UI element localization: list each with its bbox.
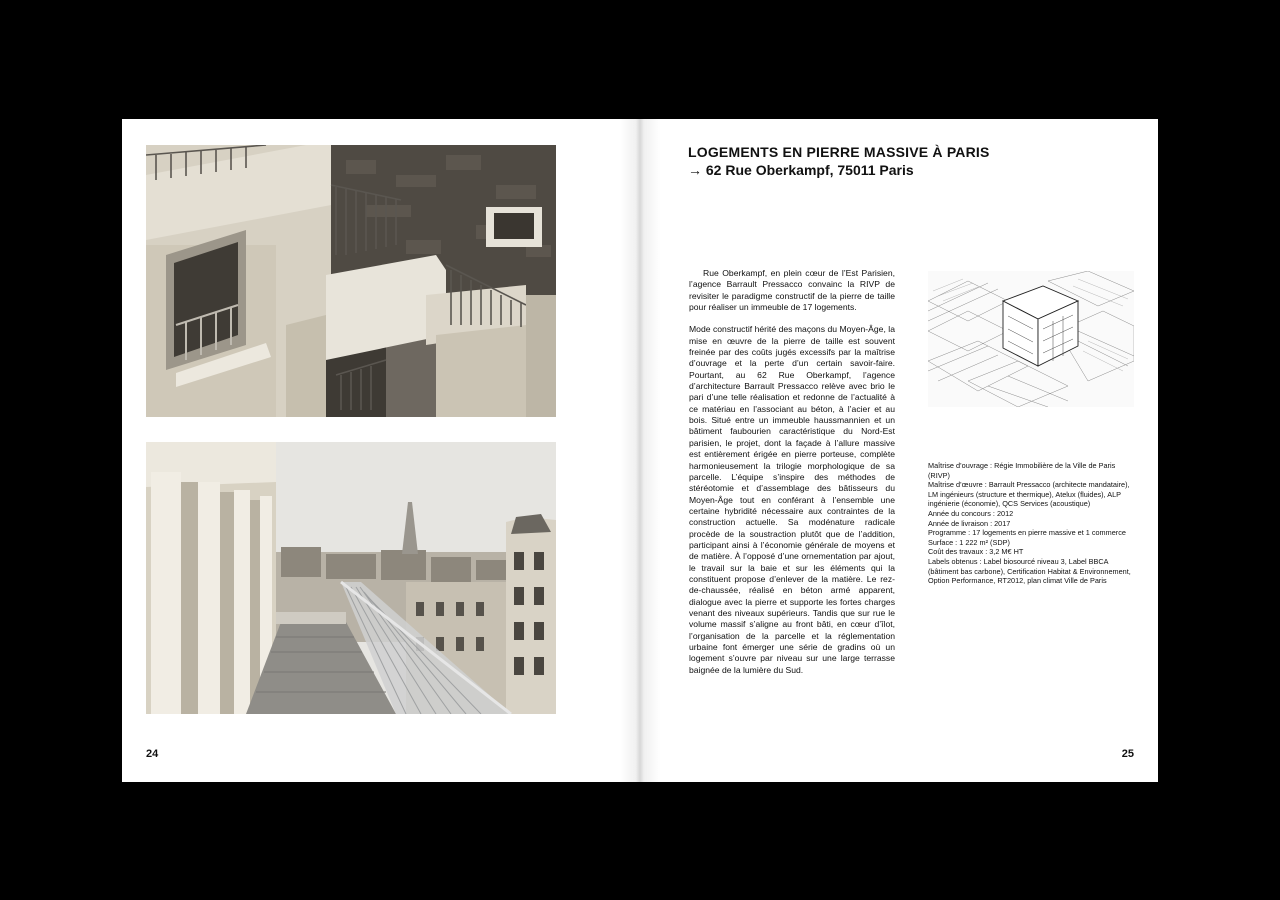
credit-line: Coût des travaux : 3,2 M€ HT [928, 547, 1024, 557]
project-credits [928, 461, 1133, 586]
credit-line: Maîtrise d’ouvrage : Régie Immobilière de la Ville de Paris (RIVP) [928, 461, 1116, 480]
credit-line: Programme : 17 logements en pierre massive et 1 commerce [928, 528, 1126, 538]
page-number-right: 25 [1121, 748, 1134, 760]
credit-line: Année du concours : 2012 [928, 508, 1014, 518]
body-paragraph: Mode constructif hérité des maçons du Moyen-Âge, la mise en œuvre de la pierre de taille est souvent freinée par des coûts jugés excessifs par la maîtrise d’ouvrage et la perte d’un certain savoir-faire. Pourtant, au 62 Rue Oberkampf, l’agence d’architecture Barrault Pressacco relève avec brio le pari d’une telle réalisation et redonne de l’actualité à ce matériau en l’associant au béton, à l’acier et au bois. Situé entre un immeuble haussmannien et un bâtiment faubourien caractéristique du Nord-Est parisien, le projet, dont la façade à l’allure massive est entièrement érigée en pierre porteuse, complète harmonieusement la trilogie morphologique de sa parcelle. L’équipe s’inspire des méthodes de stéréotomie et d’assemblage des bâtisseurs du Moyen-Âge tout en conférant à l’ensemble une certaine hybridité nécessaire aux contraintes de la construction actuelle. Sa modénature radicale procède de la soustraction plutôt que de l’addition, participant ainsi à l’économie générale de moyens et de matière. À l’opposé d’une ornementation par ajout, le travail sur la baie et sur les éléments qui la constituent propose d’enlever de la matière. Le rez-de-chaussée, réalisé en béton armé apparent, dialogue avec la pierre et supporte les fortes charges venant des niveaux supérieurs. Tandis que sur rue le volume massif s’aligne au front bâti, en cœur d’îlot, l’organisation de la parcelle et la réglementation urbaine font émerger une série de gradins où un logement s’ouvre par niveau sur une large terrasse baignée de la lumière du Sud. [689, 324, 895, 675]
credit-line: Labels obtenus : Label biosourcé niveau 3, Label BBCA (bâtiment bas carbone), Certification Habitat & Environnement, Option Performance, RT2012, plan climat Ville de Paris [928, 556, 1131, 586]
body-paragraph: Rue Oberkampf, en plein cœur de l’Est Parisien, l’agence Barrault Pressacco convainc la RIVP de revisiter le paradigme constructif de la pierre de taille pour réaliser un immeuble de 17 logements. [689, 268, 895, 313]
terrace-photo-bottom [146, 442, 556, 714]
credit-line: Maîtrise d’œuvre : Barrault Pressacco (architecte mandataire), LM ingénieurs (structure et thermique), Atelux (fluides), ALP ingénierie (économie), QCS Services (acoustique) [928, 480, 1130, 509]
right-page [640, 119, 1158, 782]
article-body [689, 268, 895, 687]
left-page [122, 119, 640, 782]
axonometric-drawing [928, 271, 1134, 407]
page-number-left: 24 [146, 748, 159, 760]
book-spread [122, 119, 1158, 782]
credit-line: Surface : 1 222 m² (SDP) [928, 537, 1010, 547]
credit-line: Année de livraison : 2017 [928, 518, 1011, 528]
article-title: LOGEMENTS EN PIERRE MASSIVE À PARIS [688, 144, 990, 160]
article-address: → 62 Rue Oberkampf, 75011 Paris [688, 162, 914, 178]
facade-photo-top [146, 145, 556, 417]
